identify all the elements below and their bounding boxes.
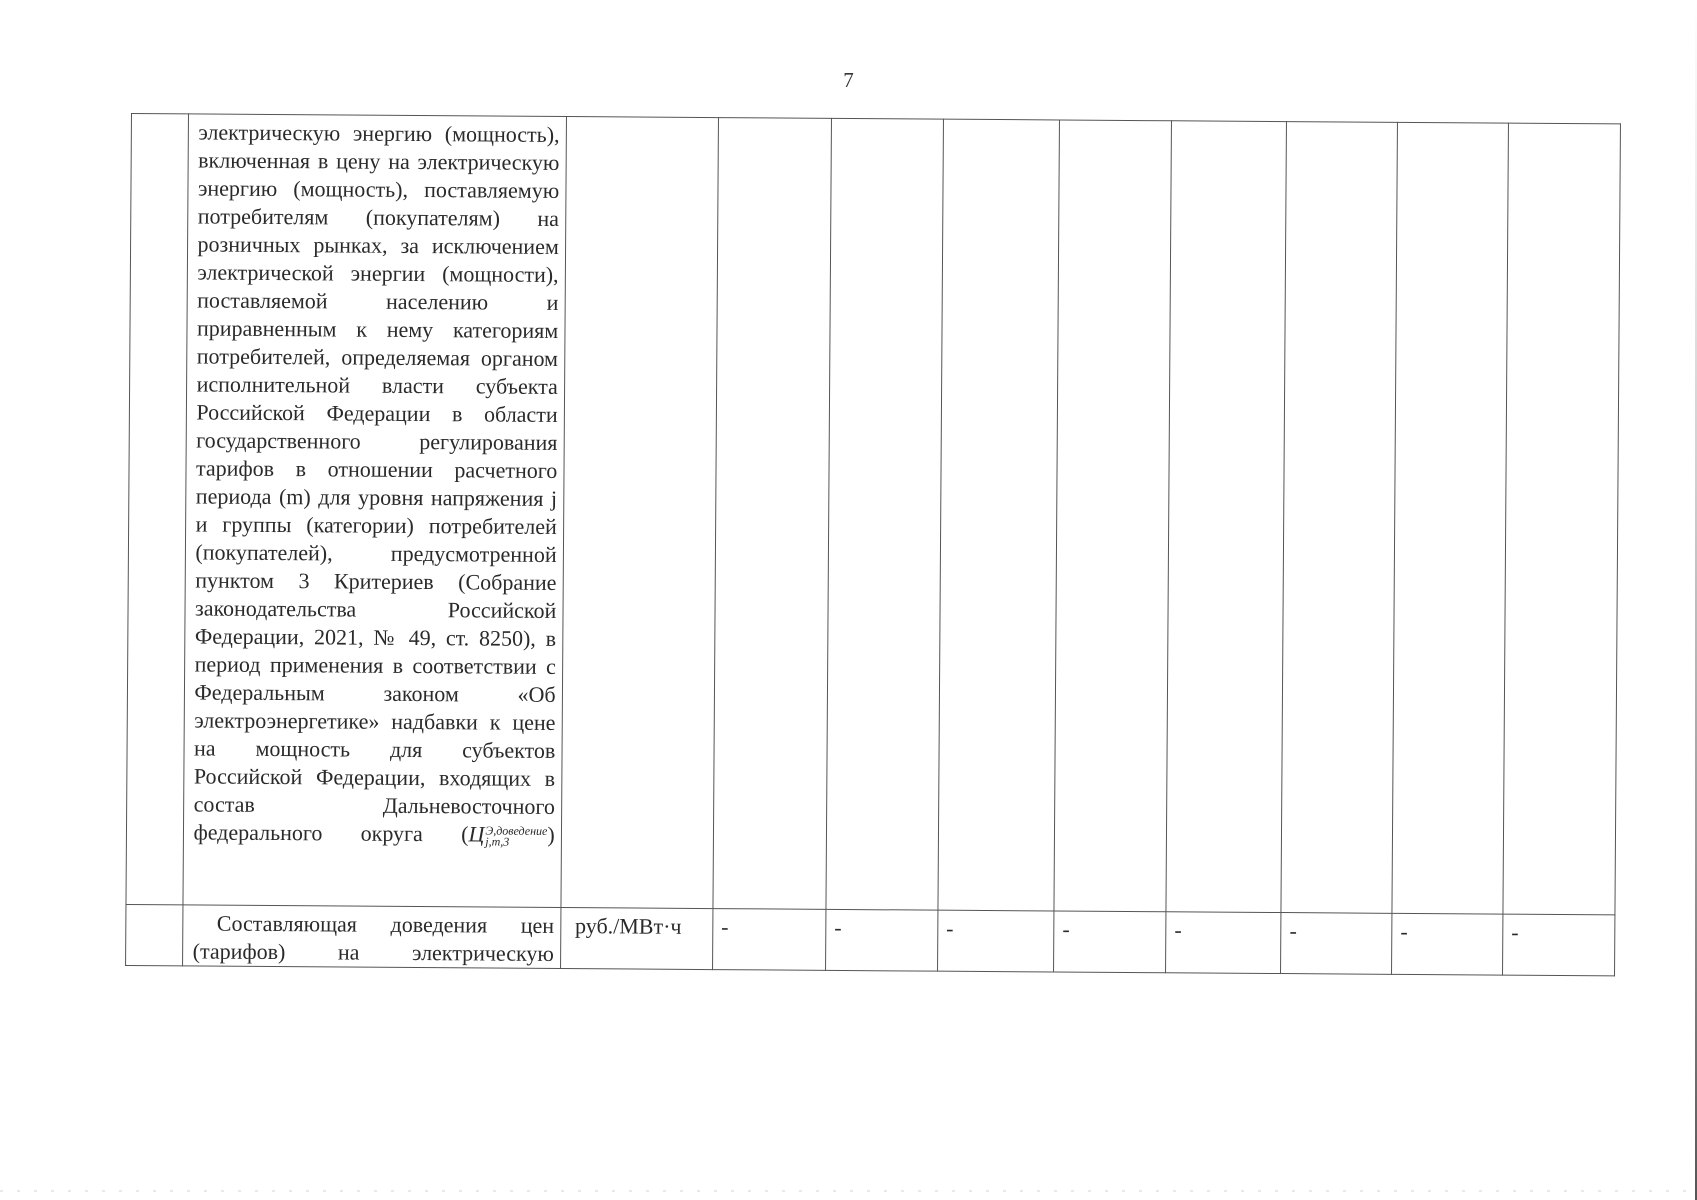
value-cell [826, 118, 943, 910]
row-number-cell [126, 114, 188, 905]
value-cell [1054, 120, 1171, 912]
table-row [126, 114, 1620, 915]
description-cell [182, 114, 566, 908]
value-cell: - [1503, 914, 1615, 976]
value-cell [1281, 122, 1397, 914]
row-number-cell [126, 904, 183, 965]
value-cell: - [1392, 913, 1503, 975]
value-cell: - [825, 909, 937, 971]
scan-noise [0, 1190, 1697, 1192]
unit-cell: руб./МВт·ч [560, 908, 713, 970]
formula [468, 821, 547, 847]
description-text: электрическую энергию (мощность), включенная в цену на электрическую энергию (мощность), поставляемую потребителям (покупателям) на розничных рынках, за исключением электрической энергии (мощности), поставляемой населению и приравненным к нему категориям потребителей, определяемая органом исполнительной власти субъекта Российской Федерации в области государственного регулирования тарифов в отношении расчетного периода (m) для уровня напряжения j и группы (категории) потребителей (покупателей), предусмотренной пунктом 3 Критериев (Собрание законодательства Российской Федерации, 2021, № 49, ст. 8250), в период применения в соответствии с Федеральным законом «Об электроэнергетике» надбавки к цене на мощность для субъектов Российской Федерации, входящих в состав Дальневосточного федерального округа ( [193, 119, 560, 847]
value-cell [1503, 123, 1621, 915]
unit-cell [561, 117, 719, 909]
value-cell: - [1054, 911, 1166, 973]
value-cell: - [1281, 913, 1392, 975]
formula-superscript: Э,доведение [485, 823, 548, 838]
description-close: ) [547, 821, 555, 847]
tariff-table [125, 113, 1621, 976]
value-cell: - [1166, 912, 1282, 974]
value-cell: - [712, 909, 825, 971]
formula-symbol: Ц [468, 821, 485, 847]
table-row [126, 904, 1615, 975]
description-cell [182, 905, 561, 969]
page-number: 7 [843, 68, 854, 92]
value-cell [713, 118, 832, 910]
value-cell: - [937, 910, 1054, 972]
value-cell [1166, 121, 1287, 913]
value-cell [1392, 122, 1508, 914]
formula-subscript: j,m,3 [485, 834, 510, 849]
value-cell [938, 119, 1060, 911]
description-text: Составляющая доведения цен (тарифов) на электрическую [192, 910, 555, 966]
